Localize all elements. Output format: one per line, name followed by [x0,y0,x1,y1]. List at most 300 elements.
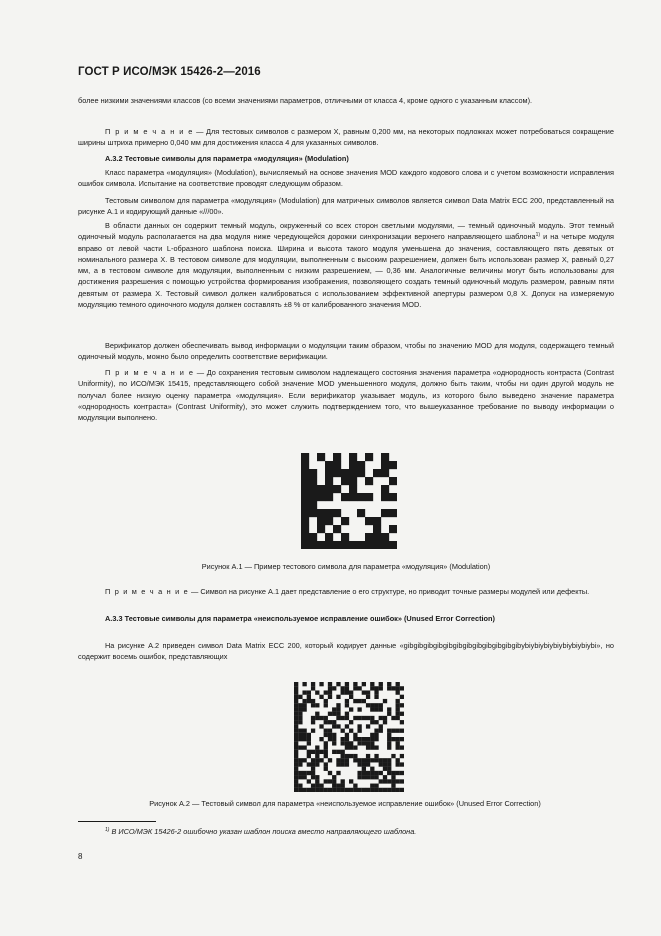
matrix-module [345,733,349,737]
matrix-module [336,695,340,699]
matrix-module [374,686,378,690]
section-heading-a32: А.3.2 Тестовые символы для параметра «модуляция» (Modulation) [105,154,349,163]
matrix-module [366,775,370,779]
matrix-module [328,733,332,737]
matrix-module [357,716,361,720]
matrix-module [336,682,340,686]
matrix-module [302,775,306,779]
matrix-module [311,775,315,779]
matrix-module [336,771,340,775]
matrix-module [328,737,332,741]
matrix-module [307,762,311,766]
matrix-module [294,754,298,758]
note-1 [78,126,614,149]
matrix-module [294,737,298,741]
matrix-module [357,762,361,766]
matrix-module [294,716,298,720]
matrix-module [328,788,332,792]
note-text: — Для тестовых символов с размером X, равным 0,200 мм, на некоторых подложках может потребоваться сокращение ширины штриха примерно 0,040 мм для достижения класса 4 для указанных символов. [78,127,614,148]
matrix-module [387,733,391,737]
matrix-module [383,779,387,783]
matrix-module [302,690,306,694]
matrix-module [362,699,366,703]
matrix-module [353,737,357,741]
matrix-module [379,682,383,686]
data-matrix-figure-a1 [301,453,397,549]
matrix-module [336,758,340,762]
matrix-module [307,733,311,737]
matrix-module [309,509,317,517]
matrix-module [357,788,361,792]
paragraph-modulation-class: Класс параметра «модуляция» (Modulation), вычисляемый на основе значения MOD каждого кодового слова и с учетом возможности исправления ошибок символа. Испытание на соответствие проводят следующим образом. [78,168,614,189]
matrix-module [309,485,317,493]
note-text: — До сохранения тестовым символом надлежащего состояния значения параметра «однородность контраста (Contrast Uniformity), по ИСО/МЭК 15415, представляющего собой значение MOD уменьшенного модуля, должно быть таким, чтобы ни один другой модуль не получал более низкую оценку параметра «модуляция». Если верификатор указывает модуль, из которого было выведено значение параметра «однородность контраста» (Contrast Uniformity), это может служить подтверждением того, что вышеуказанное требование по выводу информации о модуляции выполнено. [78,368,614,423]
matrix-module [366,741,370,745]
matrix-module [366,695,370,699]
matrix-module [307,771,311,775]
matrix-module [345,682,349,686]
matrix-module [332,741,336,745]
matrix-module [400,712,404,716]
matrix-module [381,493,389,501]
matrix-module [311,686,315,690]
note-label: П р и м е ч а н и е [105,127,194,136]
matrix-module [298,745,302,749]
matrix-module [389,509,397,517]
matrix-module [366,762,370,766]
matrix-module [349,469,357,477]
matrix-module [298,729,302,733]
matrix-module [341,750,345,754]
matrix-module [362,682,366,686]
matrix-module [341,477,349,485]
matrix-module [357,775,361,779]
matrix-module [301,493,309,501]
matrix-module [328,682,332,686]
matrix-module [400,745,404,749]
paragraph-part-a: В области данных он содержит темный модуль, окруженный со всех сторон светлыми модулями, — темный одиночный модуль. Этот темный одиночный модуль располагается на два модуля ниже чередующейся дорожки синхронизации верхнего направляющего шаблона [78,221,614,242]
matrix-module [294,767,298,771]
matrix-module [345,724,349,728]
matrix-module [324,762,328,766]
matrix-module [349,485,357,493]
matrix-module [317,541,325,549]
matrix-module [366,745,370,749]
matrix-module [294,771,298,775]
matrix-module [336,724,340,728]
matrix-module [366,788,370,792]
matrix-module [362,741,366,745]
matrix-module [349,477,357,485]
matrix-module [315,758,319,762]
matrix-module [349,720,353,724]
note-text: — Символ на рисунке А.1 дает представление о его структуре, но приводит точные размеры модулей или дефекты. [188,587,590,596]
matrix-module [294,784,298,788]
matrix-module [294,703,298,707]
matrix-module [341,533,349,541]
matrix-module [302,699,306,703]
matrix-module [319,682,323,686]
matrix-module [317,525,325,533]
matrix-module [324,741,328,745]
matrix-module [387,779,391,783]
matrix-module [311,699,315,703]
matrix-module [357,493,365,501]
matrix-module [336,703,340,707]
footnote-divider [78,821,156,822]
matrix-module [400,703,404,707]
matrix-module [374,695,378,699]
matrix-module [362,771,366,775]
matrix-module [379,716,383,720]
matrix-module [302,771,306,775]
matrix-module [301,461,309,469]
matrix-module [294,750,298,754]
matrix-module [345,712,349,716]
matrix-module [345,716,349,720]
data-matrix-figure-a2 [294,682,404,792]
matrix-module [333,469,341,477]
matrix-module [345,737,349,741]
matrix-module [345,741,349,745]
matrix-module [341,754,345,758]
matrix-module [302,745,306,749]
matrix-module [366,703,370,707]
matrix-module [341,741,345,745]
matrix-module [332,707,336,711]
matrix-module [324,733,328,737]
matrix-module [379,707,383,711]
matrix-module [362,762,366,766]
matrix-module [349,745,353,749]
matrix-module [328,771,332,775]
matrix-module [307,737,311,741]
matrix-module [332,779,336,783]
matrix-module [374,784,378,788]
matrix-module [332,724,336,728]
matrix-module [400,729,404,733]
matrix-module [332,784,336,788]
matrix-module [307,699,311,703]
matrix-module [324,745,328,749]
matrix-module [341,541,349,549]
matrix-module [391,775,395,779]
matrix-module [365,533,373,541]
matrix-module [294,729,298,733]
paragraph-dark-module [78,220,614,310]
matrix-module [333,461,341,469]
matrix-module [387,729,391,733]
paragraph-part-b: и на четыре модуля вправо от левой части L-образного шаблона поиска. Ширина и высота такого модуля уменьшена до значения, составляющего пять девятых от номинального размера X. В тестовом символе для модуляции, выполненным с высоким разрешением, должен быть использован размер X, равный 0,27 мм, а в тестовом символе для модуляции, выполненным с низким разрешением, — 0,36 мм. Аналогичные величины могут быть использованы для достижения разрешения с помощью устройства формирования изображения, позволяющего создать темный одиночный модуль размером, равным пяти девятым от размера X. Тестовый символ должен калиброваться с использованием эффективной апертуры размером 0,8 X. Допуск на измеряемую модуляцию темного одиночного модуля должен составлять ±8 % от калиброванного значения MOD. [78,232,614,310]
matrix-module [302,788,306,792]
matrix-module [341,762,345,766]
matrix-module [301,477,309,485]
matrix-module [353,686,357,690]
matrix-module [387,762,391,766]
matrix-module [294,741,298,745]
matrix-module [325,541,333,549]
paragraph-test-symbol: Тестовым символом для параметра «модуляция» (Modulation) для матричных символов является символ Data Matrix ECC 200, представленный на рисунке А.1 и кодирующий данные «///00». [78,196,614,217]
matrix-module [366,737,370,741]
footnote [78,826,614,837]
matrix-module [311,716,315,720]
matrix-module [325,469,333,477]
matrix-module [311,750,315,754]
matrix-module [301,517,309,525]
matrix-module [294,699,298,703]
matrix-module [341,686,345,690]
matrix-module [332,750,336,754]
matrix-module [345,745,349,749]
matrix-module [396,690,400,694]
matrix-module [315,762,319,766]
matrix-module [294,686,298,690]
matrix-module [381,461,389,469]
matrix-module [324,767,328,771]
matrix-module [333,509,341,517]
matrix-module [319,788,323,792]
matrix-module [387,686,391,690]
matrix-module [319,695,323,699]
matrix-module [328,695,332,699]
matrix-module [374,729,378,733]
matrix-module [324,750,328,754]
matrix-module [383,720,387,724]
matrix-module [328,779,332,783]
matrix-module [298,703,302,707]
matrix-module [381,541,389,549]
matrix-module [353,733,357,737]
matrix-module [374,788,378,792]
matrix-module [357,461,365,469]
matrix-module [362,788,366,792]
matrix-module [332,686,336,690]
matrix-module [374,771,378,775]
matrix-module [349,788,353,792]
matrix-module [349,754,353,758]
matrix-module [315,703,319,707]
matrix-module [345,703,349,707]
matrix-module [391,788,395,792]
matrix-module [349,707,353,711]
matrix-module [370,737,374,741]
matrix-module [345,690,349,694]
matrix-module [328,690,332,694]
matrix-module [370,788,374,792]
matrix-module [387,682,391,686]
matrix-module [400,788,404,792]
matrix-module [366,716,370,720]
matrix-module [383,699,387,703]
matrix-module [362,690,366,694]
matrix-module [379,758,383,762]
matrix-module [302,703,306,707]
matrix-module [357,686,361,690]
matrix-module [374,690,378,694]
matrix-module [333,485,341,493]
matrix-module [328,720,332,724]
matrix-module [301,541,309,549]
matrix-module [336,716,340,720]
matrix-module [319,716,323,720]
figure-a1-caption: Рисунок А.1 — Пример тестового символа для параметра «модуляция» (Modulation) [201,562,491,571]
matrix-module [341,784,345,788]
matrix-module [341,493,349,501]
matrix-module [315,750,319,754]
matrix-module [349,453,357,461]
paragraph-continuation: более низкими значениями классов (со всеми значениями параметров, отличными от класса 4, кроме одного с указанным классом). [78,96,533,105]
matrix-module [319,758,323,762]
matrix-module [396,707,400,711]
matrix-module [400,754,404,758]
matrix-module [357,771,361,775]
matrix-module [387,737,391,741]
matrix-module [294,775,298,779]
matrix-module [396,712,400,716]
note-3 [78,586,614,597]
matrix-module [302,733,306,737]
matrix-module [357,758,361,762]
matrix-module [345,762,349,766]
matrix-module [383,762,387,766]
matrix-module [370,686,374,690]
matrix-module [353,682,357,686]
matrix-module [391,779,395,783]
matrix-module [400,695,404,699]
matrix-module [324,716,328,720]
matrix-module [374,758,378,762]
matrix-module [381,509,389,517]
matrix-module [400,779,404,783]
matrix-module [357,707,361,711]
matrix-module [370,784,374,788]
matrix-module [315,775,319,779]
matrix-module [302,758,306,762]
matrix-module [311,758,315,762]
matrix-module [379,686,383,690]
matrix-module [370,771,374,775]
matrix-module [349,493,357,501]
matrix-module [294,712,298,716]
note-label: П р и м е ч а н и е [105,368,195,377]
matrix-module [391,686,395,690]
matrix-module [357,741,361,745]
matrix-module [315,788,319,792]
matrix-module [341,758,345,762]
matrix-module [317,493,325,501]
matrix-module [302,707,306,711]
matrix-module [362,775,366,779]
matrix-module [309,493,317,501]
matrix-module [374,745,378,749]
matrix-module [400,771,404,775]
matrix-module [349,541,357,549]
matrix-module [396,686,400,690]
matrix-module [373,541,381,549]
matrix-module [309,469,317,477]
matrix-module [311,788,315,792]
matrix-module [315,745,319,749]
matrix-module [302,682,306,686]
matrix-module [396,788,400,792]
matrix-module [373,533,381,541]
matrix-module [357,469,365,477]
matrix-module [315,712,319,716]
paragraph-verifier: Верификатор должен обеспечивать вывод информации о модуляции таким образом, чтобы по значению MOD для модуля, содержащего темный одиночный модуль, можно было определить соответствие верификации. [78,341,614,362]
matrix-module [353,784,357,788]
matrix-module [362,758,366,762]
matrix-module [374,733,378,737]
matrix-module [294,724,298,728]
matrix-module [387,741,391,745]
matrix-module [301,469,309,477]
matrix-module [391,771,395,775]
matrix-module [301,501,309,509]
matrix-module [389,541,397,549]
matrix-module [333,525,341,533]
matrix-module [396,758,400,762]
matrix-module [324,703,328,707]
matrix-module [317,517,325,525]
matrix-module [345,699,349,703]
matrix-module [391,729,395,733]
matrix-module [374,775,378,779]
matrix-module [298,784,302,788]
matrix-module [311,771,315,775]
matrix-module [341,690,345,694]
matrix-module [396,729,400,733]
matrix-module [366,724,370,728]
matrix-module [301,485,309,493]
page-number: 8 [78,852,83,861]
matrix-module [325,461,333,469]
matrix-module [400,737,404,741]
matrix-module [383,716,387,720]
matrix-module [357,509,365,517]
matrix-module [391,737,395,741]
matrix-module [400,762,404,766]
matrix-module [370,682,374,686]
matrix-module [387,767,391,771]
matrix-module [317,485,325,493]
matrix-module [298,716,302,720]
matrix-module [349,779,353,783]
matrix-module [379,788,383,792]
matrix-module [370,716,374,720]
matrix-module [370,741,374,745]
matrix-module [396,703,400,707]
matrix-module [341,517,349,525]
matrix-module [298,775,302,779]
matrix-module [307,754,311,758]
matrix-module [345,788,349,792]
matrix-module [379,762,383,766]
matrix-module [324,720,328,724]
matrix-module [362,716,366,720]
matrix-module [400,720,404,724]
matrix-module [336,750,340,754]
matrix-module [400,686,404,690]
matrix-module [311,682,315,686]
matrix-module [315,690,319,694]
matrix-module [332,720,336,724]
matrix-module [309,541,317,549]
paragraph-figure-a2-description: На рисунке А.2 приведен символ Data Matrix ECC 200, который кодирует данные «gibgibgibgibgibgibgibgibgibgibgibgibybiybiybiybiybiybiybiybi», но содержит восемь ошибок, представляющих [78,641,614,662]
matrix-module [396,699,400,703]
matrix-module [298,712,302,716]
matrix-module [374,754,378,758]
matrix-module [298,733,302,737]
